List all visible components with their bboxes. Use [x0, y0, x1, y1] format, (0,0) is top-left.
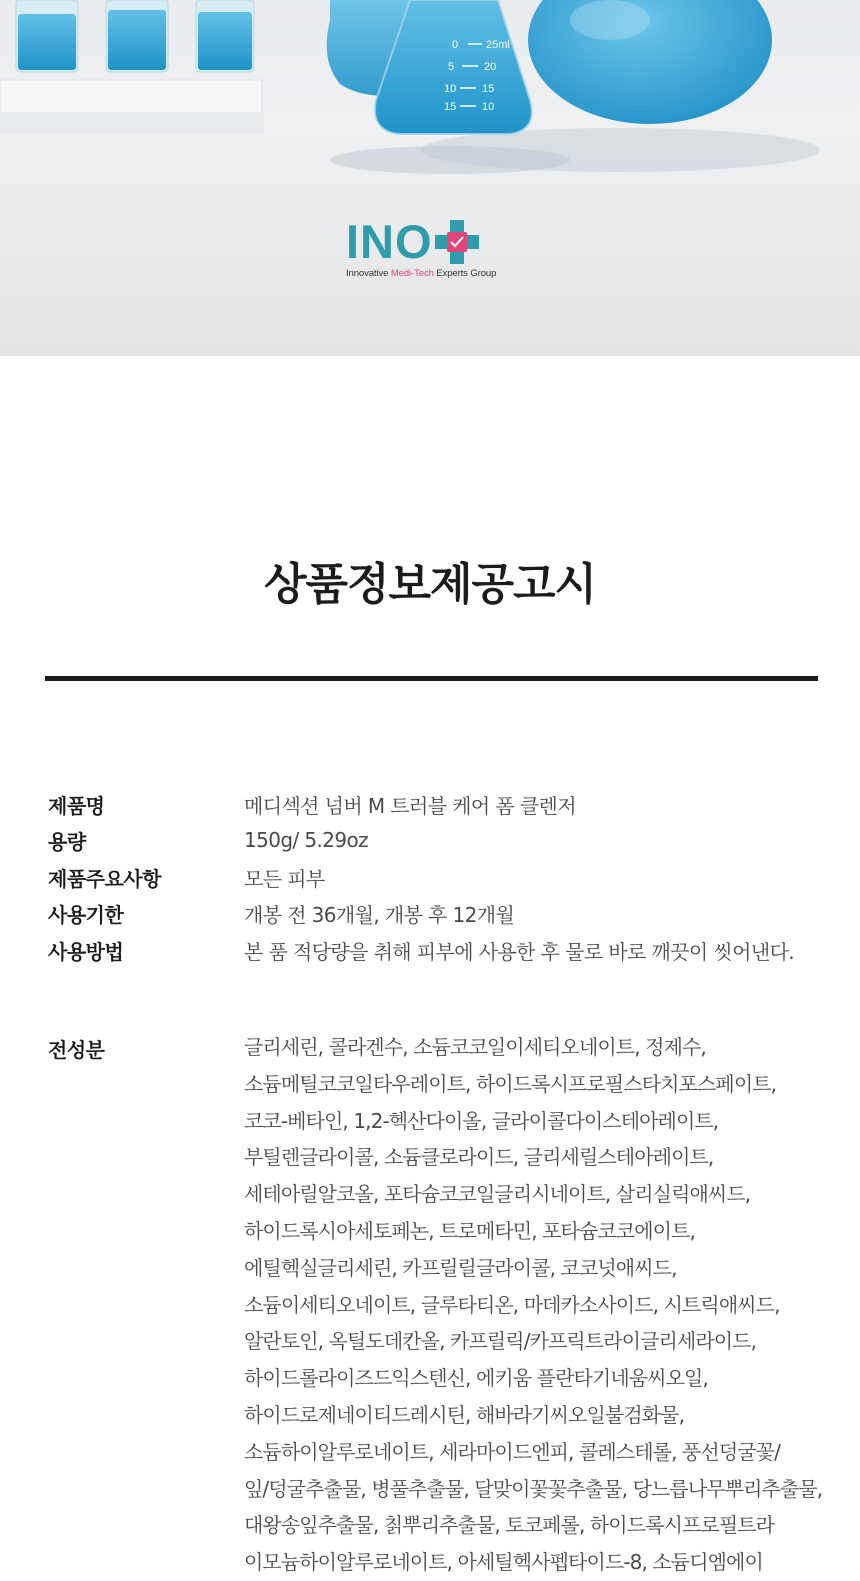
tagline-prefix: Innovative [346, 268, 391, 279]
info-label: 용량 [48, 829, 86, 854]
tagline-suffix: Experts Group [433, 268, 497, 279]
ingredients-line: 알란토인, 옥틸도데칸올, 카프릴릭/카프릭트라이글리세라이드, [244, 1329, 757, 1354]
logo-mark [346, 215, 479, 268]
medical-cross-icon [435, 220, 479, 264]
ingredients-line: 소듐하이알루로네이트, 세라마이드엔피, 콜레스테롤, 풍선덩굴꽃/ [244, 1439, 780, 1464]
flask-mark-left-3: 10 [444, 83, 457, 95]
info-value: 개봉 전 36개월, 개봉 후 12개월 [244, 902, 515, 927]
test-tubes [16, 0, 254, 72]
info-label: 제품명 [48, 793, 105, 818]
tagline-accent: Medi-Tech [390, 268, 434, 279]
lab-glassware-illustration [0, 0, 860, 356]
flask-mark-left-2: 5 [448, 61, 455, 73]
ingredients-line: 코코-베타인, 1,2-헥산다이올, 글라이콜다이스테아레이트, [244, 1108, 719, 1133]
page-title: 상품정보제공고시 [263, 559, 597, 610]
ingredients-line: 대왕송잎추출물, 칡뿌리추출물, 토코페롤, 하이드록시프로필트라 [244, 1513, 775, 1538]
flask-mark-left-1: 0 [452, 39, 459, 51]
ingredients-line: 부틸렌글라이콜, 소듐클로라이드, 글리세릴스테아레이트, [244, 1145, 714, 1170]
ingredients-line: 하이드롤라이즈드익스텐신, 에키움 플란타기네움씨오일, [244, 1366, 708, 1391]
ingredients-list [244, 1029, 844, 1581]
flask-mark-right-2: 20 [484, 61, 497, 73]
info-label: 사용방법 [48, 939, 124, 964]
ingredients-line: 에틸헥실글리세린, 카프릴릴글라이콜, 코코넛애씨드, [244, 1255, 677, 1280]
info-row-product-name [0, 786, 860, 822]
ingredients-line: 이모늄하이알루로네이트, 아세틸헥사펩타이드-8, 소듐디엠에이 [244, 1550, 763, 1575]
info-row-expiry [0, 895, 860, 931]
flask-mark-right-4: 10 [482, 101, 495, 113]
info-label: 제품주요사항 [48, 866, 161, 891]
ingredients-line: 세테아릴알코올, 포타슘코코일글리시네이트, 살리실릭애씨드, [244, 1182, 751, 1207]
logo-tagline [346, 268, 496, 279]
info-row-usage [0, 932, 860, 968]
ingredients-line: 하이드록시아세토페논, 트로메타민, 포타슘코코에이트, [244, 1218, 695, 1243]
flask-mark-left-4: 15 [444, 101, 457, 113]
info-value: 모든 피부 [244, 866, 325, 891]
flask-mark-right-3: 15 [482, 83, 495, 95]
ingredients-line: 잎/덩굴추출물, 병풀추출물, 달맞이꽃꽃추출물, 당느릅나무뿌리추출물, [244, 1476, 823, 1501]
info-label: 사용기한 [48, 902, 124, 927]
hero-banner [0, 0, 860, 356]
info-value: 메디섹션 넘버 M 트러블 케어 폼 클렌저 [244, 793, 577, 818]
info-value: 150g/ 5.29oz [244, 828, 369, 852]
ingredients-line: 하이드로제네이티드레시틴, 해바라기씨오일불검화물, [244, 1402, 685, 1427]
ingredients-line: 글리세린, 콜라겐수, 소듐코코일이세티오네이트, 정제수, [244, 1035, 706, 1059]
info-row-volume [0, 822, 860, 858]
ingredients-line: 소듐이세티오네이트, 글루타티온, 마데카소사이드, 시트릭애씨드, [244, 1292, 780, 1317]
logo-wordmark: INO [346, 215, 433, 268]
title-divider [45, 676, 818, 681]
brand-logo [346, 215, 526, 284]
ingredients-line: 소듐메틸코코일타우레이트, 하이드록시프로필스타치포스페이트, [244, 1071, 777, 1096]
info-row-main-notes [0, 859, 860, 895]
info-value: 본 품 적당량을 취해 피부에 사용한 후 물로 바로 깨끗이 씻어낸다. [244, 939, 795, 964]
ingredients-label: 전성분 [48, 1038, 105, 1062]
flask-mark-right-1: 25ml [486, 39, 510, 51]
